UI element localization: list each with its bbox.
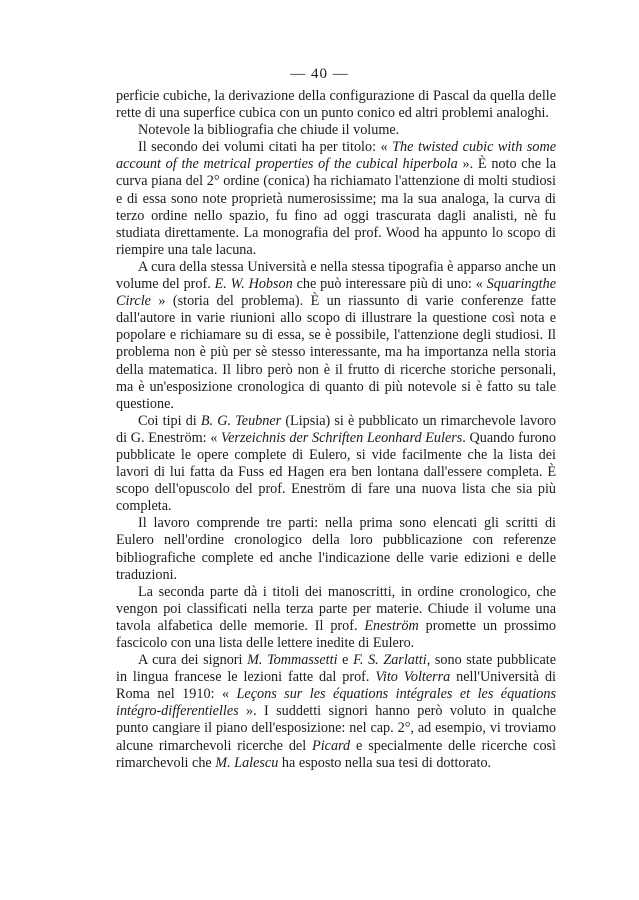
text-run: perficie cubiche, la derivazione della configurazione di Pascal da quella delle rette di una superfice cubica con un punto conico ed altri problemi analoghi. — [116, 88, 556, 122]
paragraph — [116, 652, 556, 772]
paragraph — [116, 515, 556, 583]
italic-text: F. S. Zarlatti — [353, 652, 427, 669]
paragraph — [116, 88, 556, 122]
paragraph — [116, 413, 556, 516]
italic-text: Vito Volterra — [375, 669, 451, 686]
text-run: ». È noto che la curva piana del 2° ordine (conica) ha richiamato l'attenzione di molti studiosi e di essa sono note proprietà numerosissime; ma la sua analoga, la curva di terzo ordine nello spazio, fu fino ad oggi trascurata dagli analisti, nè fu studiata direttamente. La monografia del prof. Wood ha appunto lo scopo di riempire una tale lacuna. — [116, 156, 556, 258]
text-run: Coi tipi di — [138, 412, 201, 429]
italic-text: M. Tommassetti — [247, 652, 338, 669]
text-run: e specialmente delle ricerche così rimarchevoli che — [116, 737, 557, 771]
text-run: ha esposto nella sua tesi di dottorato. — [278, 754, 492, 771]
text-run: Notevole la bibliografia che chiude il volume. — [138, 122, 400, 139]
paragraph — [116, 122, 556, 139]
text-run: Il lavoro comprende tre parti: nella prima sono elencati gli scritti di Eulero nell'ordine cronologico della loro pubblicazione con referenze bibliografiche complete ed anche l'indicazione delle varie edizioni e delle traduzioni. — [116, 515, 556, 583]
text-run: La seconda parte dà i titoli dei manoscritti, in ordine cronologico, che vengon poi classificati nella terza parte per materie. Chiude il volume una tavola alfabetica delle memorie. Il prof. — [116, 583, 556, 634]
text-run: . Quando furono pubblicate le opere complete di Eulero, si vide facilmente che la lista dei lavori di lui fatta da Fuss ed Hagen era ben lontana dall'essere completa. È scopo dell'opuscolo del prof. Eneström di fare una nuova lista che sia più completa. — [116, 429, 556, 515]
text-run: Il secondo dei volumi citati ha per titolo: « — [138, 139, 393, 156]
paragraph — [116, 259, 556, 413]
italic-text: Eneström — [364, 617, 419, 634]
body-text — [116, 88, 556, 772]
text-run: A cura dei signori — [138, 652, 248, 669]
text-run: e — [337, 652, 354, 669]
text-run: » (storia del problema). È un riassunto di varie conferenze fatte dall'autore in varie riunioni allo scopo di illustrare la questione così nota e popolare e richiamare su di essa, se è possibile, l'attenzione degli studiosi. Il problema non è più per sè stesso interessante, ma ha importanza nella storia della matematica. Il libro però non è il frutto di ricerche storiche personali, ma è un'esposizione cronologica di quanto di più notevole si è fatto su tale questione. — [116, 293, 556, 412]
italic-text: E. W. Hobson — [214, 276, 293, 293]
page-number: — 40 — — [290, 66, 349, 82]
text-run: A cura della stessa Università e nella stessa tipografia è apparso anche un volume del prof. — [116, 258, 556, 293]
text-run: , sono state pubblicate in lingua francese le lezioni fatte dal prof. — [116, 652, 556, 686]
italic-text: The twisted cubic with some account of the metrical properties of the cubical hiperbola — [116, 139, 557, 173]
paragraph — [116, 139, 556, 259]
text-run: promette un prossimo fascicolo con una lista delle lettere inedite di Eulero. — [116, 617, 556, 651]
text-run: che può interessare più di uno: « — [292, 276, 487, 293]
italic-text: M. Lalescu — [215, 754, 279, 771]
italic-text: B. G. Teubner — [200, 412, 282, 429]
italic-text: Squaringthe Circle — [116, 276, 557, 310]
paragraph — [116, 584, 556, 652]
italic-text: Verzeichnis der Schriften Leonhard Eulers — [221, 429, 463, 446]
italic-text: Leçons sur les équations intégrales et les équations intégro-differentielles — [116, 686, 556, 720]
text-run: (Lipsia) si è pubblicato un rimarchevole lavoro di G. Eneström: « — [116, 412, 556, 446]
text-run: ». I suddetti signori hanno però voluto in qualche punto cangiare il piano dell'esposizione: nel cap. 2°, ad esempio, vi troviamo alcune rimarchevoli ricerche del — [116, 703, 556, 754]
italic-text: Picard — [312, 737, 351, 754]
text-run: nell'Università di Roma nel 1910: « — [116, 669, 556, 703]
